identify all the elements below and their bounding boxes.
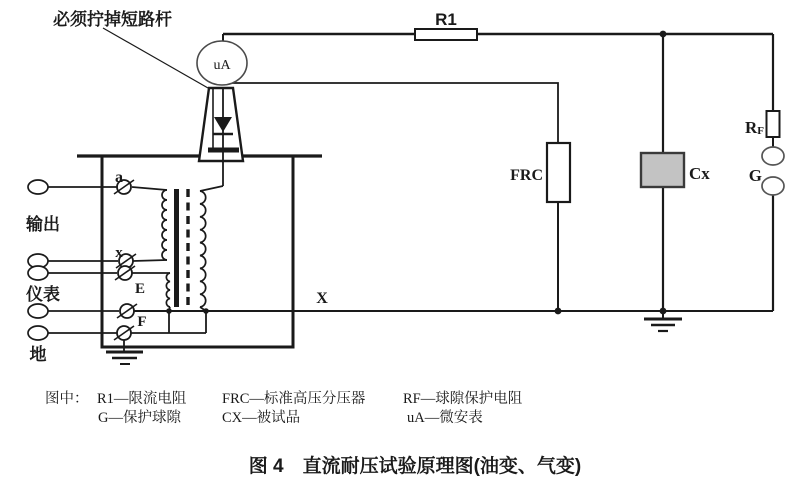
junction-frc-bottom xyxy=(555,308,562,315)
annotation-leader-line xyxy=(103,28,208,88)
annotation-text: 必须拧掉短路杆 xyxy=(53,10,172,29)
external-terminals xyxy=(28,180,119,340)
g-label: G xyxy=(748,166,762,185)
frc-divider-body xyxy=(547,143,570,202)
sphere-gap-upper-icon xyxy=(762,147,784,165)
meter-terminals-label: 仪表 xyxy=(26,285,60,304)
rf-resistor-body xyxy=(767,111,780,137)
junction-top-cx xyxy=(660,31,667,38)
main-ground-symbol xyxy=(644,311,682,331)
r1-label: R1 xyxy=(435,10,457,29)
legend-r1: R1—限流电阻 xyxy=(97,391,187,407)
r1-resistor-body xyxy=(415,29,477,40)
legend-prefix: 图中： xyxy=(45,391,89,407)
rf-label xyxy=(745,118,764,137)
tap-x-label: x xyxy=(115,245,123,261)
legend-ua: uA—微安表 xyxy=(407,410,483,426)
legend-cx: CX—被试品 xyxy=(222,410,301,426)
terminal-circle-1 xyxy=(28,180,48,194)
hv-coil-top-link xyxy=(200,186,223,191)
ground-terminal-label: 地 xyxy=(29,345,47,364)
legend-frc: FRC—标准高压分压器 xyxy=(222,391,366,407)
figure-caption: 图 4 直流耐压试验原理图(油变、气变) xyxy=(248,456,582,477)
terminal-circle-4 xyxy=(28,304,48,318)
rf-label-sub: F xyxy=(757,125,764,137)
link-x-coil xyxy=(133,260,167,261)
tap-f-label: F xyxy=(137,314,147,330)
terminal-circle-5 xyxy=(28,326,48,340)
cx-test-object-body xyxy=(641,153,684,187)
terminal-circle-3 xyxy=(28,266,48,280)
junction-hv-coil xyxy=(203,308,209,314)
tank-ground-symbol xyxy=(106,340,143,364)
microammeter-label: uA xyxy=(213,58,231,73)
sphere-gap-lower-icon xyxy=(762,177,784,195)
link-a-coil xyxy=(132,187,167,190)
tap-e-label: E xyxy=(134,281,146,297)
lv-winding-ax xyxy=(162,190,167,260)
frc-label: FRC xyxy=(510,167,543,184)
hv-winding xyxy=(200,191,206,307)
output-label: 输出 xyxy=(26,215,60,234)
x-node-label: X xyxy=(316,290,328,307)
junction-ef-coil xyxy=(166,308,172,314)
legend-g: G—保护球隙 xyxy=(98,410,181,426)
lv-winding-ef xyxy=(166,273,170,307)
legend xyxy=(45,389,523,426)
divider-feed-wire xyxy=(226,83,558,143)
tap-a-label: a xyxy=(115,169,123,186)
legend-rf: RF—球隙保护电阻 xyxy=(403,391,523,407)
rf-label-main: R xyxy=(744,118,758,137)
cx-label: Cx xyxy=(689,164,710,183)
core-bar xyxy=(174,189,179,307)
